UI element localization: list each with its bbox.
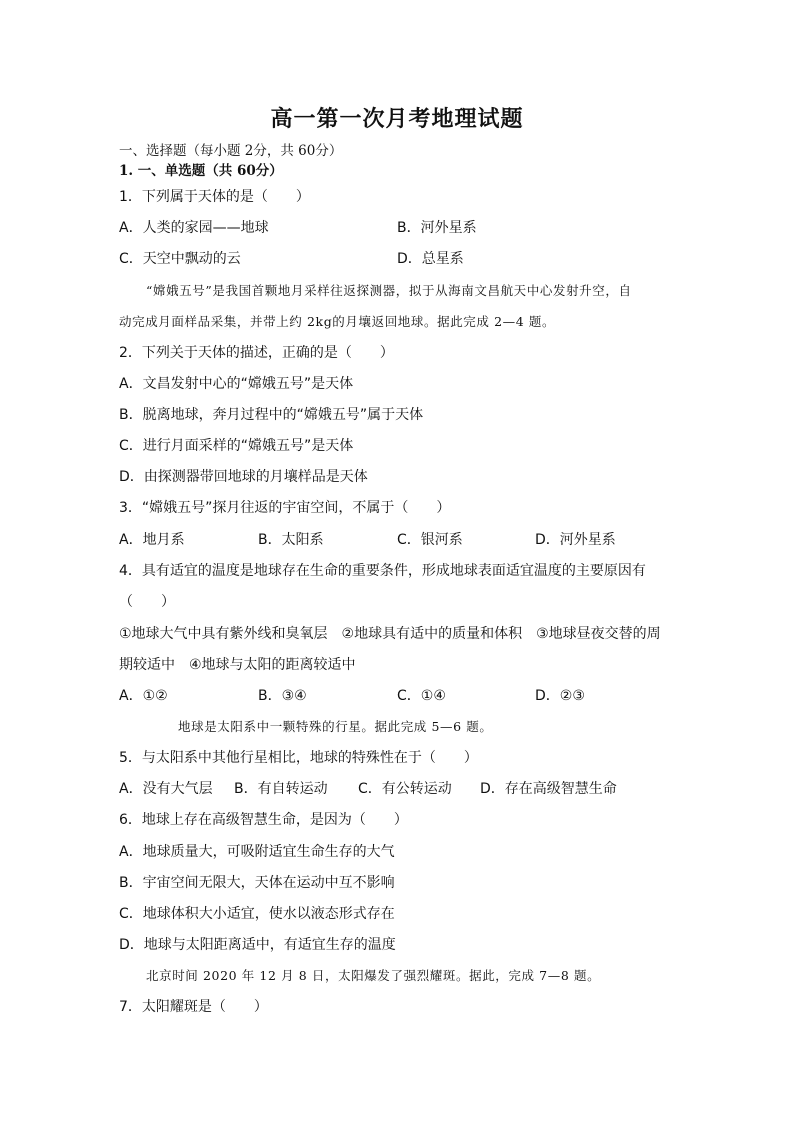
material-1-line-1: “嫦娥五号”是我国首颗地月采样往返探测器，拟于从海南文昌航天中心发射升空，自 (146, 283, 632, 298)
material-1-line-2: 动完成月面样品采集，并带上约 2kg的月壤返回地球。据此完成 2—4 题。 (119, 314, 556, 329)
question-1-option-b: B．河外星系 (397, 220, 477, 236)
question-6-stem: 6．地球上存在高级智慧生命，是因为（ ） (119, 812, 408, 828)
question-2-option-d: D．由探测器带回地球的月壤样品是天体 (119, 469, 368, 485)
question-4-statements-line-1: ①地球大气中具有紫外线和臭氧层 ②地球具有适中的质量和体积 ③地球昼夜交替的周 (119, 626, 661, 642)
question-3-option-d: D．河外星系 (535, 532, 616, 548)
question-4-stem-line-1: 4．具有适宜的温度是地球存在生命的重要条件，形成地球表面适宜温度的主要原因有 (119, 563, 646, 579)
question-5-option-b: B．有自转运动 (234, 781, 328, 797)
question-4-statements-line-2: 期较适中 ④地球与太阳的距离较适中 (119, 657, 356, 673)
question-3-option-c: C．银河系 (397, 532, 463, 548)
question-1-stem: 1．下列属于天体的是（ ） (119, 189, 310, 205)
question-5-option-a: A．没有大气层 (119, 781, 213, 797)
question-2-option-c: C．进行月面采样的“嫦娥五号”是天体 (119, 438, 354, 454)
question-6-option-a: A．地球质量大，可吸附适宜生命生存的大气 (119, 844, 395, 860)
page-title: 高一第一次月考地理试题 (270, 106, 524, 132)
question-6-option-b: B．宇宙空间无限大，天体在运动中互不影响 (119, 875, 395, 891)
question-7-stem: 7．太阳耀斑是（ ） (119, 999, 268, 1015)
question-5-stem: 5．与太阳系中其他行星相比，地球的特殊性在于（ ） (119, 750, 478, 766)
question-6-option-c: C．地球体积大小适宜，使水以液态形式存在 (119, 906, 395, 922)
question-2-option-a: A．文昌发射中心的“嫦娥五号”是天体 (119, 376, 354, 392)
question-3-option-a: A．地月系 (119, 532, 185, 548)
material-3: 北京时间 2020 年 12 月 8 日，太阳爆发了强烈耀斑。据此，完成 7—8 题。 (146, 968, 601, 983)
question-4-option-a: A．①② (119, 688, 168, 704)
question-6-option-d: D．地球与太阳距离适中，有适宜生存的温度 (119, 937, 396, 953)
question-4-option-c: C．①④ (397, 688, 446, 704)
question-4-option-b: B．③④ (258, 688, 307, 704)
section-header: 一、选择题（每小题 2分，共 60分） (119, 143, 343, 159)
question-3-option-b: B．太阳系 (258, 532, 324, 548)
question-2-stem: 2．下列关于天体的描述，正确的是（ ） (119, 345, 394, 361)
question-4-stem-line-2: （ ） (119, 594, 175, 610)
question-4-option-d: D．②③ (535, 688, 585, 704)
question-1-option-d: D．总星系 (397, 251, 464, 267)
question-2-option-b: B．脱离地球，奔月过程中的“嫦娥五号”属于天体 (119, 407, 424, 423)
question-3-stem: 3．“嫦娥五号”探月往返的宇宙空间，不属于（ ） (119, 500, 451, 516)
question-5-option-c: C．有公转运动 (358, 781, 452, 797)
question-5-option-d: D．存在高级智慧生命 (480, 781, 617, 797)
material-2: 地球是太阳系中一颗特殊的行星。据此完成 5—6 题。 (178, 719, 493, 734)
question-1-option-a: A．人类的家园——地球 (119, 220, 269, 236)
question-1-option-c: C．天空中飘动的云 (119, 251, 241, 267)
subsection-header: 1. 一、单选题（共 60分） (119, 163, 283, 179)
